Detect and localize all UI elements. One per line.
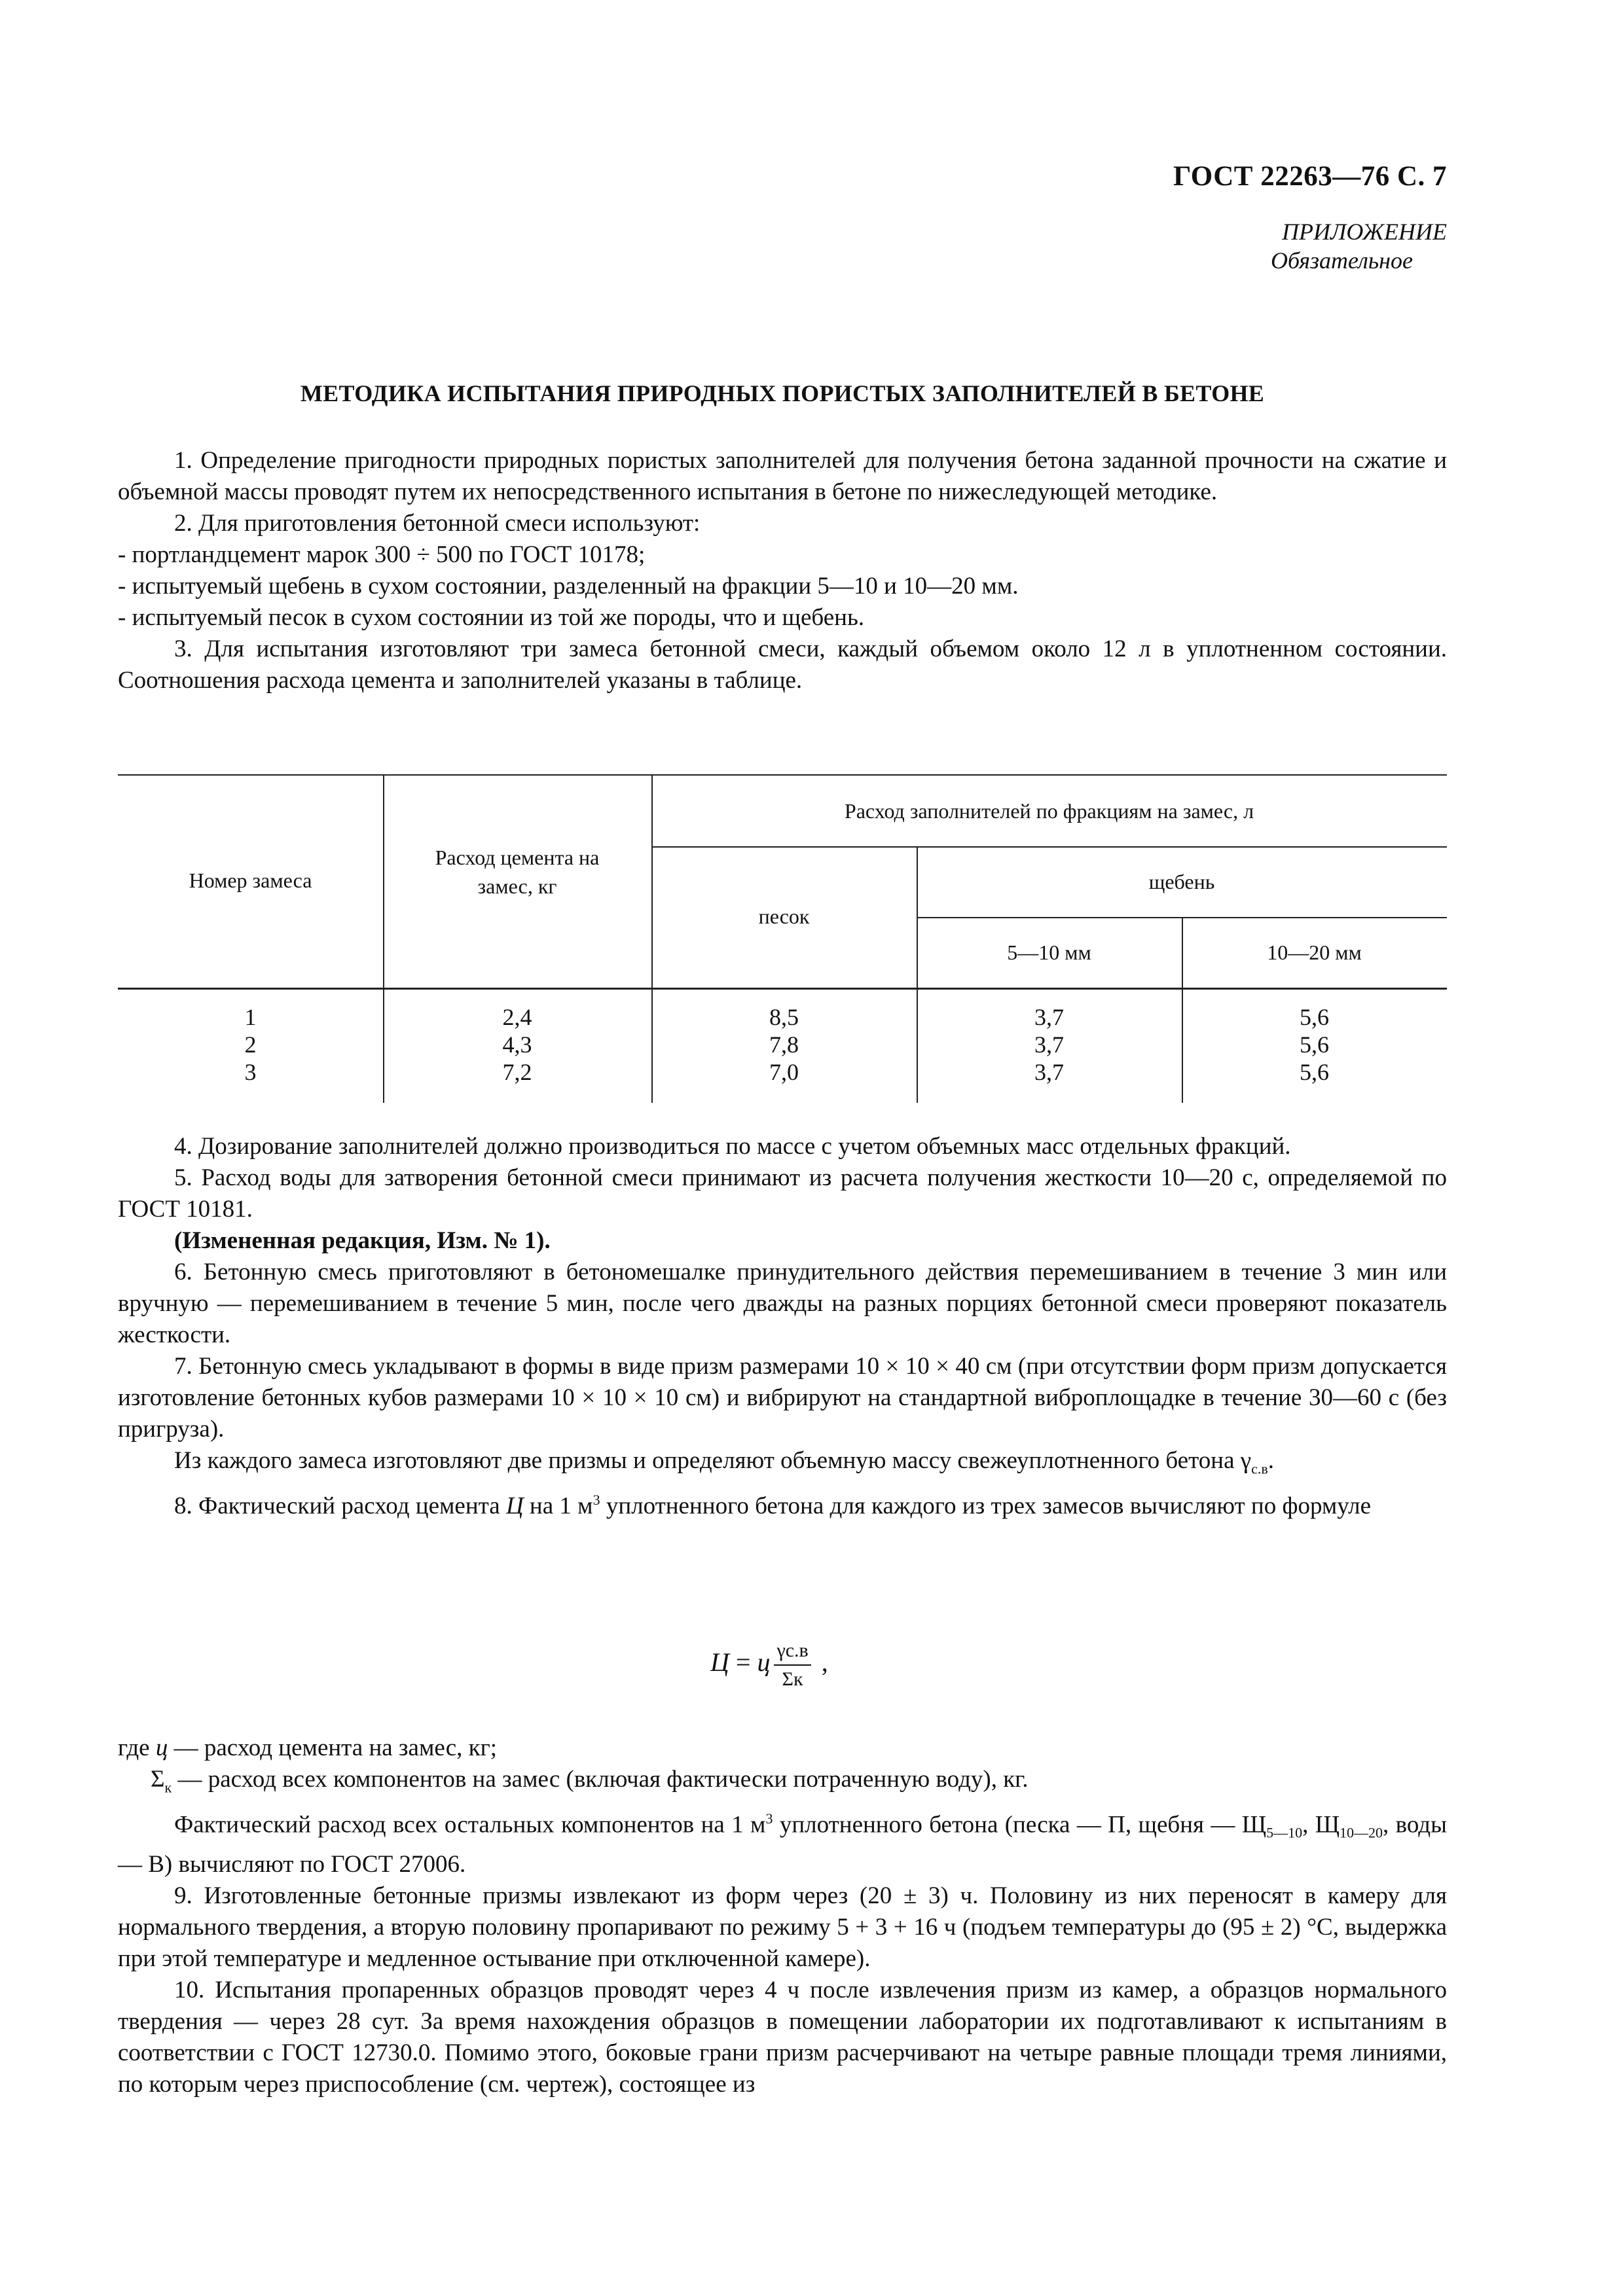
header-fraction-10-20: 10—20 мм (1267, 941, 1362, 964)
paragraph-6: 6. Бетонную смесь приготовляют в бетономешалке принудительного действия перемешиванием в течение 3 мин или вручную — перемешиванием в течение 5 мин, после чего дважды на разных порциях бетонной смеси проверяют показатель жесткости. (118, 1259, 1447, 1348)
fraction-subscript-2: 10—20 (1340, 1825, 1383, 1842)
paragraph-7b-text: Из каждого замеса изготовляют две призмы и определяют объемную массу свежеуплотненного бетона (174, 1447, 1235, 1474)
formula-c: ц (757, 1647, 771, 1677)
paragraph-5: 5. Расход воды для затворения бетонной смеси принимают из расчета получения жесткости 10—20 с, определяемой по ГОСТ 10181. (118, 1164, 1447, 1223)
header-cement: Расход цемента на замес, кг (435, 846, 600, 898)
where-text: где (118, 1734, 156, 1761)
fact-text-3: , Щ (1302, 1811, 1340, 1839)
standard-number: ГОСТ 22263—76 С. 7 (1173, 161, 1447, 192)
period: . (1267, 1447, 1275, 1474)
header-batch-number: Номер замеса (189, 869, 312, 892)
cement-formula (710, 1640, 828, 1691)
cement-symbol: Ц (505, 1492, 524, 1520)
proportions-table (118, 774, 1447, 1103)
fact-text-4: , воды — В) вычисляют по ГОСТ 27006. (118, 1811, 1447, 1878)
column-sand: 8,5 7,8 7,0 (769, 1004, 799, 1085)
sigma-definition: — расход всех компонентов на замес (включая фактически потраченную воду), кг. (172, 1766, 1029, 1793)
gamma-symbol: γ (1240, 1447, 1252, 1474)
paragraph-8-text: 8. Фактический расход цемента (174, 1492, 506, 1520)
appendix-note: Обязательное (1271, 247, 1413, 274)
cubic-superscript: 3 (593, 1492, 600, 1509)
paragraph-1: 1. Определение пригодности природных пористых заполнителей для получения бетона заданной прочности на сжатие и объемной массы проводят путем их непосредственного испытания в бетоне по нижеследующей методике. (118, 447, 1447, 505)
formula-numerator: γс.в (774, 1640, 811, 1666)
list-item: - испытуемый песок в сухом состоянии из той же породы, что и щебень. (118, 604, 865, 631)
header-sand: песок (758, 905, 810, 928)
cubic-superscript: 3 (765, 1810, 773, 1827)
paragraph-9: 9. Изготовленные бетонные призмы извлекают из форм через (20 ± 3) ч. Половину из них переносят в камеру для нормального твердения, а вторую половину пропаривают по режиму 5 + 3 + 16 ч (подъем температуры до (95 ± 2) °С, выдержка при этой температуре и медленное остывание при отключенной камере). (118, 1882, 1447, 1973)
paragraph-8 (118, 1484, 1447, 1522)
document-title: МЕТОДИКА ИСПЫТАНИЯ ПРИРОДНЫХ ПОРИСТЫХ ЗАПОЛНИТЕЛЕЙ В БЕТОНЕ (300, 380, 1265, 406)
paragraph-7: 7. Бетонную смесь укладывают в формы в виде призм размерами 10 × 10 × 40 см (при отсутствии форм призм допускается изготовление бетонных кубов размерами 10 × 10 × 10 см) и вибрируют на стандартной виброплощадке в течение 30—60 с (без пригруза). (118, 1353, 1447, 1443)
section-intro (118, 445, 1447, 696)
column-batch: 1 2 3 (244, 1004, 257, 1085)
list-item: - испытуемый щебень в сухом состоянии, разделенный на фракции 5—10 и 10—20 мм. (118, 573, 1019, 600)
column-fraction-5-10: 3,7 3,7 3,7 (1034, 1004, 1064, 1085)
formula-denominator: Σк (782, 1668, 803, 1690)
fact-text-2: уплотненного бетона (песка — П, щебня — Щ (773, 1811, 1267, 1839)
paragraph-7b (118, 1445, 1447, 1484)
where-line (118, 1732, 1447, 1764)
column-fraction-10-20: 5,6 5,6 5,6 (1300, 1004, 1329, 1085)
sigma-symbol: Σ (151, 1766, 165, 1793)
amendment-note: (Измененная редакция, Изм. № 1). (174, 1227, 551, 1254)
header-fraction-5-10: 5—10 мм (1007, 941, 1091, 964)
paragraph-10: 10. Испытания пропаренных образцов проводят через 4 ч после извлечения призм из камер, а образцов нормального твердения — через 28 сут. За время нахождения образцов в помещении лаборатории их подготавливают к испытаниям в соответствии с ГОСТ 12730.0. Помимо этого, боковые грани призм расчерчивают на четыре равные площади тремя линиями, по которым через приспособление (см. чертеж), состоящее из (118, 1977, 1447, 2098)
column-cement: 2,4 4,3 7,2 (502, 1004, 532, 1085)
paragraph-8-text-2: на 1 м (523, 1492, 593, 1520)
page-header (969, 160, 1447, 275)
header-aggregates: Расход заполнителей по фракциям на замес, л (844, 799, 1254, 823)
appendix-label (969, 217, 1447, 275)
fact-text-1: Фактический расход всех остальных компонентов на 1 м (174, 1811, 766, 1839)
appendix-title: ПРИЛОЖЕНИЕ (1282, 219, 1447, 245)
header-gravel: щебень (1148, 870, 1215, 893)
paragraph-8-text-3: уплотненного бетона для каждого из трех замесов вычисляют по формуле (600, 1492, 1372, 1520)
where-definition: — расход цемента на замес, кг; (168, 1734, 498, 1761)
paragraph-4: 4. Дозирование заполнителей должно производиться по массе с учетом объемных масс отдельных фракций. (174, 1133, 1291, 1160)
formula-tail: , (814, 1647, 828, 1677)
fraction-subscript-1: 5—10 (1266, 1825, 1303, 1842)
gamma-subscript: с.в (1251, 1460, 1268, 1477)
section-definitions (118, 1732, 1447, 2100)
sigma-line (118, 1764, 1447, 1803)
list-item: - портландцемент марок 300 ÷ 500 по ГОСТ 10178; (118, 541, 646, 568)
paragraph-actual-consumption (118, 1803, 1447, 1880)
formula-fraction (774, 1640, 811, 1691)
sigma-subscript: к (164, 1779, 172, 1796)
section-procedure (118, 1131, 1447, 1522)
paragraph-3: 3. Для испытания изготовляют три замеса бетонной смеси, каждый объемом около 12 л в уплотненном состоянии. Соотношения расхода цемента и заполнителей указаны в таблице. (118, 636, 1447, 694)
formula-equals: = (729, 1647, 757, 1677)
cement-symbol: ц (155, 1734, 168, 1761)
paragraph-2: 2. Для приготовления бетонной смеси используют: (174, 510, 701, 537)
formula-lhs: Ц (710, 1647, 729, 1677)
